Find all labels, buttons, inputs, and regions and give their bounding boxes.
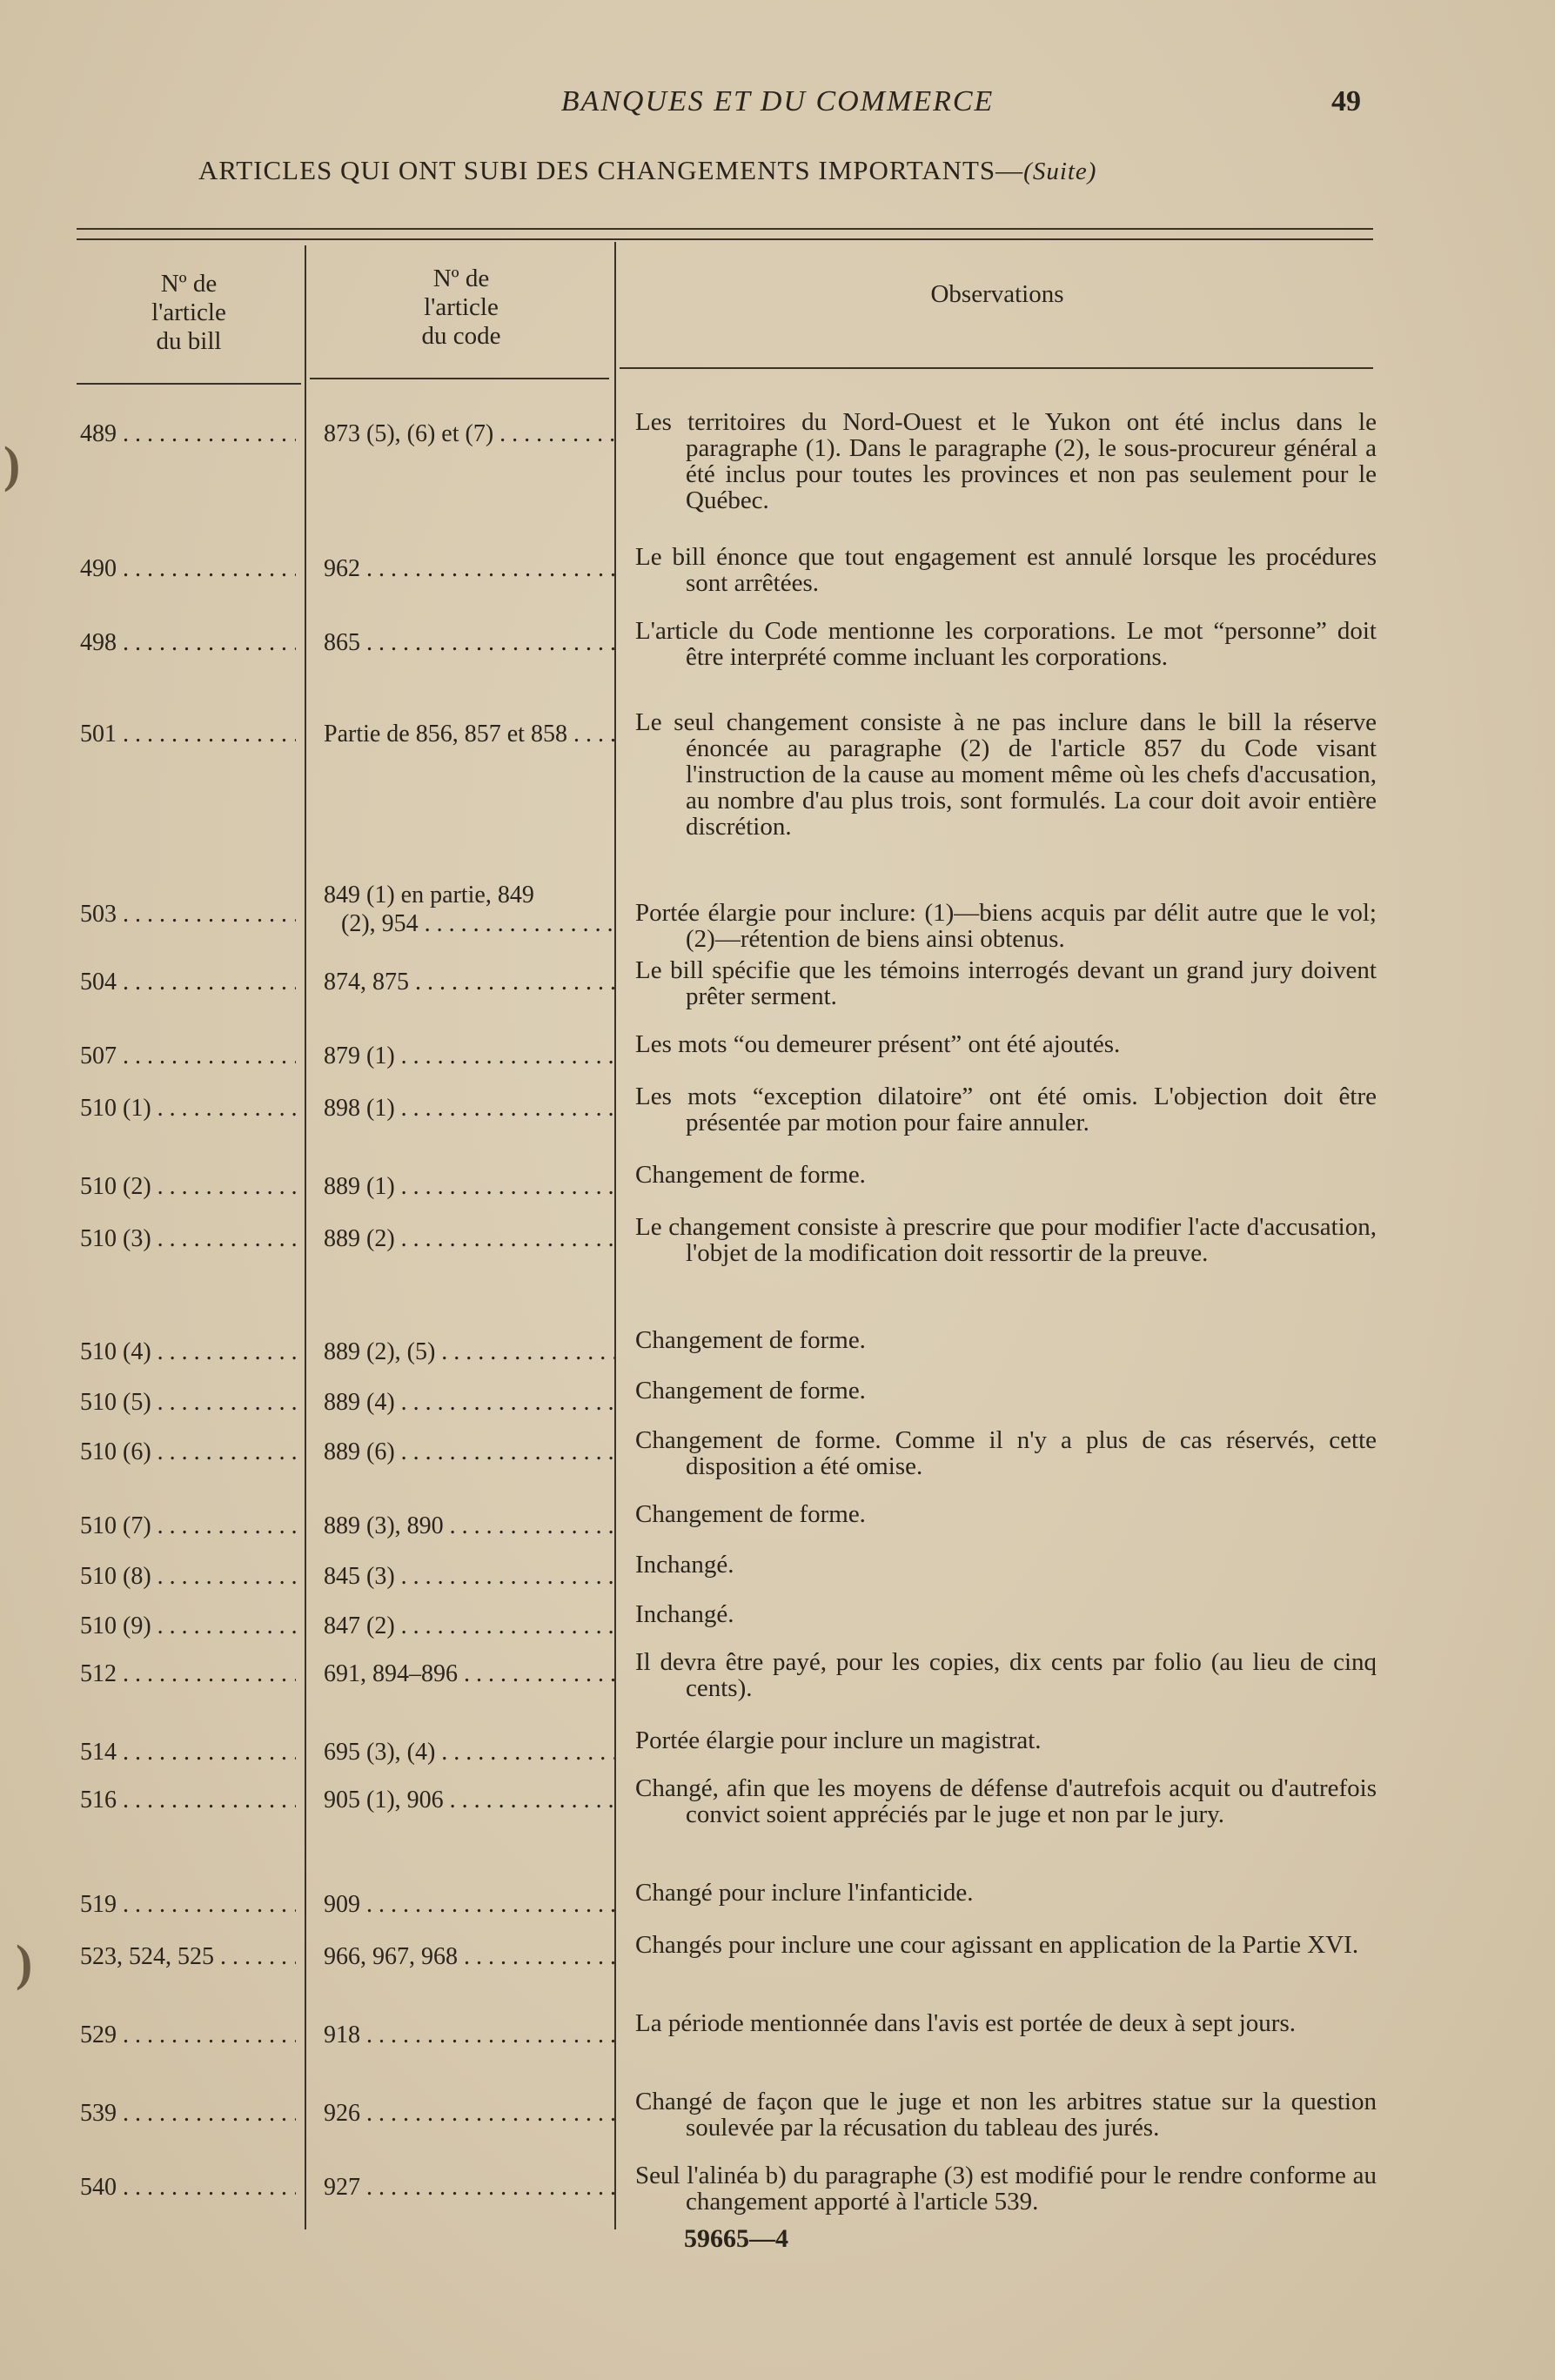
bill-article-number: 540 . . . [80,2173,296,2202]
code-article-number-line: 962 . . . [324,554,614,583]
code-article-number-line: 873 (5), (6) et (7) . . . [324,419,614,448]
bill-article-number: 504 . . . [80,968,296,996]
code-article-number [324,1438,614,1466]
margin-mark-bottom: ) [16,1934,33,1991]
observation-text: Changé de façon que le juge et non les arbitres statue sur la question soulevée par la récusation du tableau des jurés. [635,2088,1377,2142]
code-article-number-line: Partie de 856, 857 et 858 . . . [324,720,614,748]
bill-article-number: 501 . . . [80,720,296,748]
observation-text: Les mots “exception dilatoire” ont été omis. L'objection doit être présentée par motion pour faire annuler. [635,1083,1377,1136]
code-article-number [324,1659,614,1688]
code-article-number [324,881,614,938]
bill-article-number: 519 . . . [80,1890,296,1919]
page-number: 49 [1331,85,1361,117]
observation-text: Portée élargie pour inclure un magistrat. [635,1726,1042,1754]
column-header-bill-line: l'article [151,298,226,326]
observation-text: L'article du Code mentionne les corporations. Le mot “personne” doit être interprété comme incluant les corporations. [635,617,1377,671]
code-article-number [324,2173,614,2202]
bill-article-number: 523, 524, 525 . . . [80,1942,296,1971]
bill-article-number: 510 (7) . . . [80,1512,296,1540]
header-rule-2 [310,378,609,379]
code-article-number-line: 879 (1) . . . [324,1042,614,1070]
bill-article-number: 510 (3) . . . [80,1224,296,1253]
bill-article-number: 514 . . . [80,1738,296,1767]
bill-article-number: 529 . . . [80,2021,296,2049]
observation-text: Le changement consiste à prescrire que pour modifier l'acte d'accusation, l'objet de la modification doit ressortir de la preuve. [635,1213,1377,1267]
code-article-number-line: 889 (6) . . . [324,1438,614,1466]
column-header-bill-line: du bill [156,327,222,355]
code-article-number-line: 695 (3), (4) . . . [324,1738,614,1767]
bill-article-number: 539 . . . [80,2099,296,2128]
table-title [198,155,1096,186]
bill-article-number: 510 (9) . . . [80,1612,296,1640]
bill-article-number: 510 (6) . . . [80,1438,296,1466]
running-title: BANQUES ET DU COMMERCE [560,85,995,117]
table-title-suffix: (Suite) [1023,158,1097,185]
column-header-code-line: Nº de [432,265,490,292]
header-rule-1 [77,383,301,385]
observation-text: Les territoires du Nord-Ouest et le Yukon ont été inclus dans le paragraphe (1). Dans le paragraphe (2), le sous-procureur général a été inclus pour toutes les provinces et non pas seulement pour le Québec. [635,408,1377,514]
code-article-number [324,1337,614,1366]
observation-text: Inchangé. [635,1551,734,1579]
observation-text: Changement de forme. [635,1326,866,1354]
bill-article-number: 510 (5) . . . [80,1388,296,1417]
bill-article-number: 516 . . . [80,1786,296,1814]
column-header-bill-line: Nº de [160,270,218,298]
bill-article-number: 503 . . . [80,900,296,929]
column-header-code-line: l'article [424,293,499,321]
code-article-number-line: 926 . . . [324,2099,614,2128]
code-article-number [324,720,614,748]
observation-text: La période mentionnée dans l'avis est portée de deux à sept jours. [635,2009,1296,2037]
code-article-number-line: 927 . . . [324,2173,614,2202]
code-article-number-line: (2), 954 . . . [324,909,614,938]
bill-article-number: 489 . . . [80,419,296,448]
code-article-number [324,1042,614,1070]
observation-text: Changés pour inclure une cour agissant en application de la Partie XVI. [635,1931,1359,1959]
code-article-number-line: 889 (2), (5) . . . [324,1337,614,1366]
code-article-number [324,1786,614,1814]
column-header-bill [80,270,298,356]
observation-text: Le bill spécifie que les témoins interrogés devant un grand jury doivent prêter serment. [635,956,1377,1010]
margin-mark-top: ) [3,436,21,493]
code-article-number [324,1738,614,1767]
bill-article-number: 510 (8) . . . [80,1562,296,1591]
code-article-number [324,1094,614,1123]
code-article-number-line: 849 (1) en partie, 849 [324,882,534,908]
code-article-number [324,1512,614,1540]
code-article-number [324,1224,614,1253]
code-article-number [324,554,614,583]
observation-text: Inchangé. [635,1600,734,1628]
table-top-rule [77,228,1373,240]
code-article-number-line: 847 (2) . . . [324,1612,614,1640]
code-article-number [324,419,614,448]
code-article-number [324,1388,614,1417]
observation-text: Changement de forme. [635,1377,866,1405]
code-article-number-line: 874, 875 . . . [324,968,614,996]
column-divider-2 [614,242,616,2229]
code-article-number [324,968,614,996]
observation-text: Le seul changement consiste à ne pas inclure dans le bill la réserve énoncée au paragraphe (2) de l'article 857 du Code visant l'instruction de la cause au moment même où les chefs d'accusation, au nombre d'au plus trois, sont formulés. La cour doit avoir entière discrétion. [635,708,1377,841]
observation-text: Le bill énonce que tout engagement est annulé lorsque les procédures sont arrêtées. [635,543,1377,597]
bill-article-number: 490 . . . [80,554,296,583]
column-header-code [313,265,609,351]
code-article-number [324,1942,614,1971]
print-code: 59665—4 [684,2224,788,2253]
bill-article-number: 512 . . . [80,1659,296,1688]
observation-text: Portée élargie pour inclure: (1)—biens acquis par délit autre que le vol; (2)—rétention de biens ainsi obtenus. [635,899,1377,953]
code-article-number [324,1172,614,1201]
observation-text: Changement de forme. [635,1500,866,1528]
code-article-number [324,1612,614,1640]
observation-text: Changement de forme. [635,1161,866,1189]
bill-article-number: 507 . . . [80,1042,296,1070]
column-divider-1 [305,245,306,2229]
code-article-number-line: 909 . . . [324,1890,614,1919]
code-article-number [324,1890,614,1919]
code-article-number-line: 918 . . . [324,2021,614,2049]
bill-article-number: 510 (1) . . . [80,1094,296,1123]
code-article-number-line: 691, 894–896 . . . [324,1659,614,1688]
code-article-number-line: 889 (1) . . . [324,1172,614,1201]
code-article-number-line: 966, 967, 968 . . . [324,1942,614,1971]
observation-text: Changement de forme. Comme il n'y a plus de cas réservés, cette disposition a été omise. [635,1426,1377,1480]
code-article-number-line: 889 (2) . . . [324,1224,614,1253]
code-article-number [324,2021,614,2049]
bill-article-number: 510 (2) . . . [80,1172,296,1201]
column-header-observations: Observations [930,280,1064,308]
column-header-code-line: du code [421,322,501,350]
observation-text: Les mots “ou demeurer présent” ont été ajoutés. [635,1030,1121,1058]
header-rule-3 [620,367,1373,369]
observation-text: Il devra être payé, pour les copies, dix cents par folio (au lieu de cinq cents). [635,1648,1377,1702]
code-article-number [324,628,614,657]
observation-text: Changé, afin que les moyens de défense d'autrefois acquit ou d'autrefois convict soient appréciés par le juge et non par le jury. [635,1774,1377,1828]
bill-article-number: 498 . . . [80,628,296,657]
code-article-number-line: 889 (4) . . . [324,1388,614,1417]
code-article-number-line: 889 (3), 890 . . . [324,1512,614,1540]
code-article-number-line: 898 (1) . . . [324,1094,614,1123]
code-article-number-line: 845 (3) . . . [324,1562,614,1591]
code-article-number [324,1562,614,1591]
observation-text: Changé pour inclure l'infanticide. [635,1879,974,1907]
code-article-number-line: 865 . . . [324,628,614,657]
observation-text: Seul l'alinéa b) du paragraphe (3) est modifié pour le rendre conforme au changement apporté à l'article 539. [635,2162,1377,2216]
code-article-number-line: 905 (1), 906 . . . [324,1786,614,1814]
bill-article-number: 510 (4) . . . [80,1337,296,1366]
code-article-number [324,2099,614,2128]
table-title-text: ARTICLES QUI ONT SUBI DES CHANGEMENTS IMPORTANTS— [198,155,1024,185]
